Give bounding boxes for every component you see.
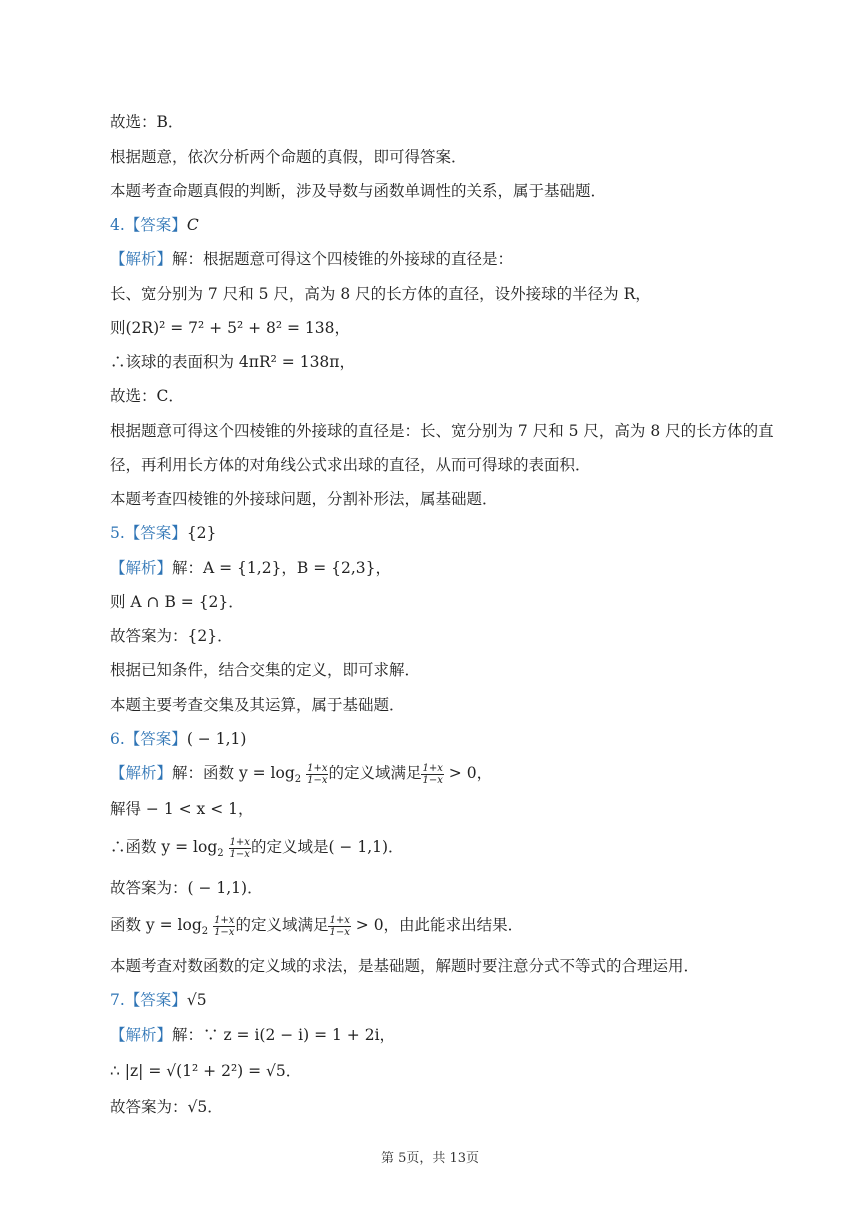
analysis-text: 解：A = {1,2}，B = {2,3}， bbox=[172, 559, 392, 577]
fraction-denominator: 1−x bbox=[422, 774, 443, 786]
fraction-denominator: 1−x bbox=[229, 848, 250, 860]
text-line: 本题考查命题真假的判断，涉及导数与函数单调性的关系，属于基础题． bbox=[110, 182, 607, 200]
analysis-text: 的定义域满足 bbox=[235, 916, 329, 934]
fraction-numerator: 1+x bbox=[422, 762, 443, 774]
fraction-numerator: 1+x bbox=[329, 914, 350, 926]
answer-label: 【答案】 bbox=[124, 524, 187, 542]
page-footer: 第 5页，共 13页 bbox=[380, 1151, 480, 1166]
question-number: 7. bbox=[110, 991, 125, 1009]
math-line bbox=[110, 836, 404, 865]
answer-label: 【答案】 bbox=[124, 991, 187, 1009]
text-line: 根据题意，依次分析两个命题的真假，即可得答案． bbox=[110, 148, 467, 166]
fraction-numerator: 1+x bbox=[214, 914, 235, 926]
text-line: 根据题意可得这个四棱锥的外接球的直径是：长、宽分别为 7 尺和 5 尺，高为 8 尺的长方体的直 bbox=[110, 422, 774, 440]
fraction bbox=[421, 763, 443, 786]
log-base: 2 bbox=[201, 926, 209, 938]
fraction-numerator: 1+x bbox=[307, 762, 328, 774]
fraction bbox=[328, 915, 350, 938]
analysis-text: 的定义域是( − 1,1)． bbox=[250, 838, 404, 856]
fraction-denominator: 1−x bbox=[307, 774, 328, 786]
math-line: ∴该球的表面积为 4πR² = 138π， bbox=[110, 353, 355, 371]
question-number: 5. bbox=[110, 524, 125, 542]
answer-value: {2} bbox=[186, 524, 217, 542]
text-line: 故选：C． bbox=[110, 387, 184, 405]
fraction-numerator: 1+x bbox=[229, 836, 250, 848]
math-line bbox=[110, 914, 523, 943]
math-line: 解得 − 1 < x < 1， bbox=[110, 800, 254, 818]
analysis-text: 解：∵ z = i(2 − i) = 1 + 2i， bbox=[172, 1026, 396, 1044]
analysis-text: 解：根据题意可得这个四棱锥的外接球的直径是： bbox=[172, 250, 514, 268]
fraction bbox=[306, 763, 328, 786]
math-line: 则 A ∩ B = {2}． bbox=[110, 593, 244, 611]
log-base: 2 bbox=[294, 774, 302, 786]
text-line: 故答案为：( − 1,1)． bbox=[110, 879, 263, 897]
analysis-text: > 0， bbox=[443, 764, 493, 782]
analysis-line-q6 bbox=[110, 762, 492, 791]
text-line: 本题主要考查交集及其运算，属于基础题． bbox=[110, 696, 405, 714]
answer-label: 【答案】 bbox=[124, 216, 187, 234]
log-base: 2 bbox=[217, 848, 224, 860]
answer-value: √5 bbox=[186, 991, 207, 1009]
text-line: 故选：B． bbox=[110, 113, 184, 131]
answer-line-q7 bbox=[110, 989, 207, 1011]
text-line: 长、宽分别为 7 尺和 5 尺，高为 8 尺的长方体的直径，设外接球的半径为 R， bbox=[110, 285, 651, 303]
analysis-text: ∴函数 y = log bbox=[110, 838, 218, 856]
analysis-label: 【解析】 bbox=[110, 764, 173, 782]
math-line: 则(2R)² = 7² + 5² + 8² = 138， bbox=[110, 319, 351, 337]
analysis-line-q5 bbox=[110, 557, 391, 579]
math-line: ∴ |z| = √(1² + 2²) = √5． bbox=[110, 1062, 302, 1080]
text-line: 故答案为：√5． bbox=[110, 1098, 223, 1116]
text-line: 径，再利用长方体的对角线公式求出球的直径，从而可得球的表面积． bbox=[110, 456, 591, 474]
fraction-denominator: 1−x bbox=[214, 926, 235, 938]
analysis-text: 函数 y = log bbox=[110, 916, 202, 934]
question-number: 6. bbox=[110, 730, 125, 748]
answer-value: ( − 1,1) bbox=[186, 730, 247, 748]
text-line: 本题考查四棱锥的外接球问题，分割补形法，属基础题． bbox=[110, 490, 498, 508]
analysis-text: 解：函数 y = log bbox=[172, 764, 295, 782]
fraction bbox=[229, 837, 251, 860]
analysis-label: 【解析】 bbox=[110, 1026, 173, 1044]
answer-line-q5 bbox=[110, 522, 216, 544]
text-line: 故答案为：{2}． bbox=[110, 627, 233, 645]
text-line: 根据已知条件，结合交集的定义，即可求解． bbox=[110, 661, 421, 679]
question-number: 4. bbox=[110, 216, 125, 234]
fraction bbox=[213, 915, 235, 938]
fraction-denominator: 1−x bbox=[329, 926, 350, 938]
analysis-label: 【解析】 bbox=[110, 559, 173, 577]
analysis-line-q4 bbox=[110, 248, 513, 270]
analysis-text: > 0，由此能求出结果． bbox=[350, 916, 524, 934]
text-line: 本题考查对数函数的定义域的求法，是基础题，解题时要注意分式不等式的合理运用． bbox=[110, 957, 700, 975]
answer-line-q4 bbox=[110, 214, 199, 236]
answer-line-q6 bbox=[110, 728, 246, 750]
analysis-text: 的定义域满足 bbox=[328, 764, 422, 782]
analysis-line-q7 bbox=[110, 1024, 395, 1046]
analysis-label: 【解析】 bbox=[110, 250, 173, 268]
answer-label: 【答案】 bbox=[124, 730, 187, 748]
answer-value: C bbox=[186, 216, 199, 234]
